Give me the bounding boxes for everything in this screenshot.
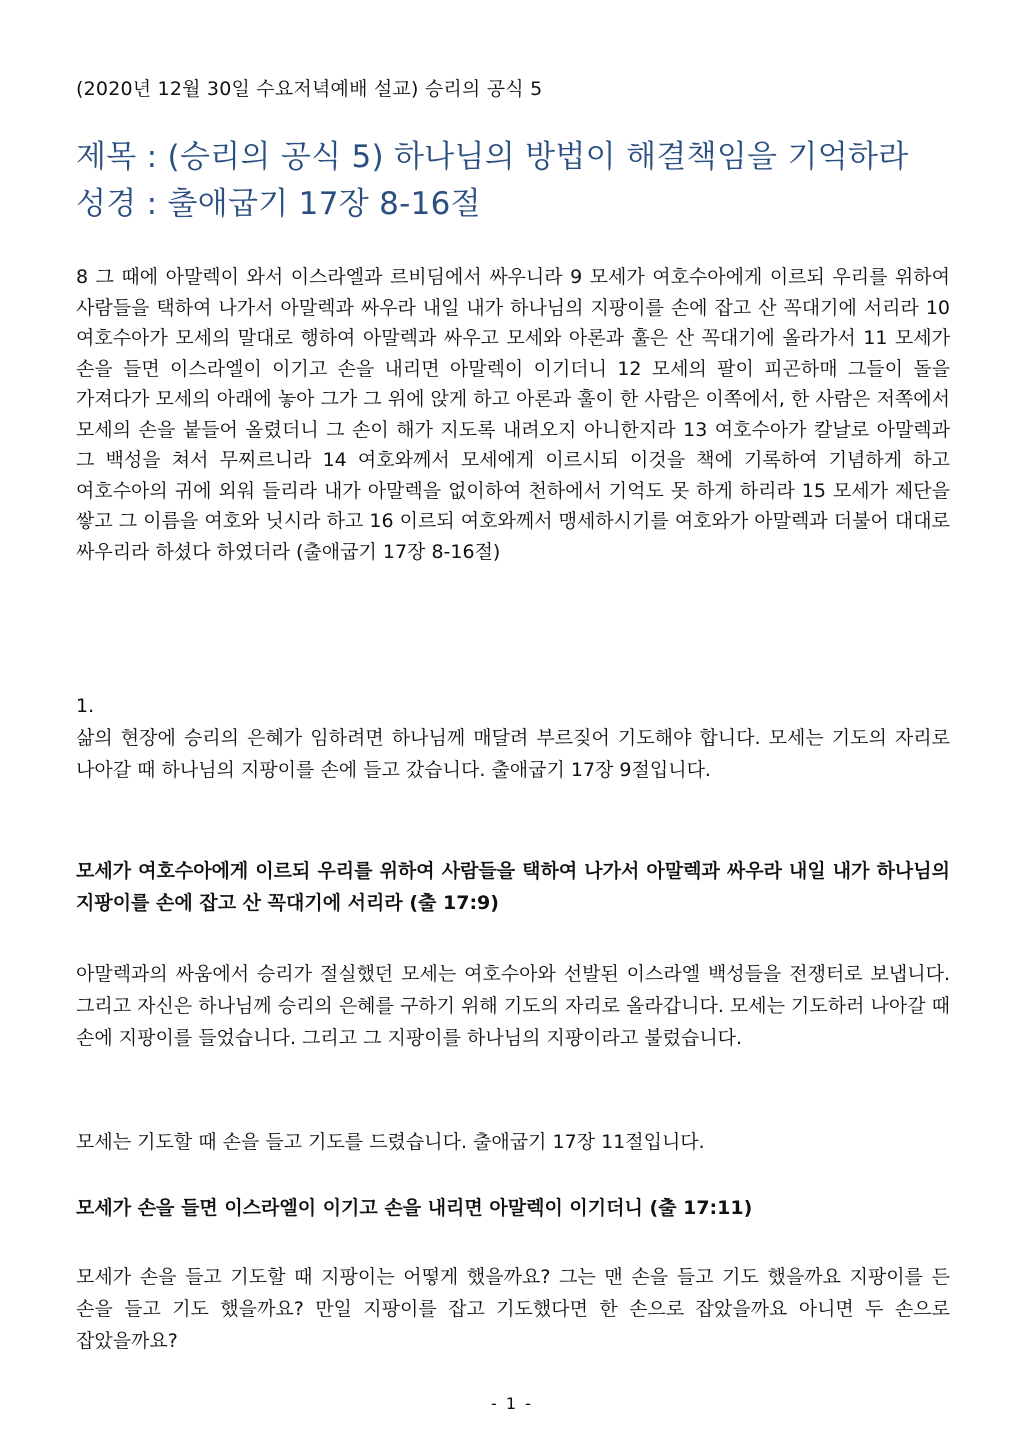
scripture-quote-2: 모세가 손을 들면 이스라엘이 이기고 손을 내리면 아말렉이 이기더니 (출 17:11): [76, 1197, 753, 1219]
paragraph-2: 아말렉과의 싸움에서 승리가 절실했던 모세는 여호수아와 선발된 이스라엘 백성들을 전쟁터로 보냅니다. 그리고 자신은 하나님께 승리의 은혜를 구하기 위해 기도의 자리로 올라갑니다. 모세는 기도하러 나아갈 때 손에 지팡이를 들었습니다. 그리고 그 지팡이를 하나님의 지팡이라고 불렀습니다.: [76, 963, 950, 1049]
sermon-title: 제목 : (승리의 공식 5) 하나님의 방법이 해결책임을 기억하라: [76, 139, 909, 175]
section-number: 1.: [76, 695, 95, 717]
sermon-header: (2020년 12월 30일 수요저녁예배 설교) 승리의 공식 5: [76, 78, 543, 100]
paragraph-1: 삶의 현장에 승리의 은혜가 임하려면 하나님께 매달려 부르짖어 기도해야 합니다. 모세는 기도의 자리로 나아갈 때 하나님의 지팡이를 손에 들고 갔습니다. 출애굽기 17장 9절입니다.: [76, 727, 950, 781]
paragraph-3: 모세는 기도할 때 손을 들고 기도를 드렸습니다. 출애굽기 17장 11절입니다.: [76, 1131, 705, 1153]
scripture-quote-1: 모세가 여호수아에게 이르되 우리를 위하여 사람들을 택하여 나가서 아말렉과 싸우라 내일 내가 하나님의 지팡이를 손에 잡고 산 꼭대기에 서리라 (출 17:9): [76, 860, 950, 914]
paragraph-4: 모세가 손을 들고 기도할 때 지팡이는 어떻게 했을까요? 그는 맨 손을 들고 기도 했을까요 지팡이를 든 손을 들고 기도 했을까요? 만일 지팡이를 잡고 기도했다면 한 손으로 잡았을까요 아니면 두 손으로 잡았을까요?: [76, 1266, 950, 1352]
scripture-reference: 성경 : 출애굽기 17장 8-16절: [76, 186, 481, 222]
title-block: [76, 134, 956, 228]
page-number: - 1 -: [491, 1394, 533, 1413]
scripture-passage: 8 그 때에 아말렉이 와서 이스라엘과 르비딤에서 싸우니라 9 모세가 여호수아에게 이르되 우리를 위하여 사람들을 택하여 나가서 아말렉과 싸우라 내일 내가 하나님의 지팡이를 손에 잡고 산 꼭대기에 서리라 10 여호수아가 모세의 말대로 행하여 아말렉과 싸우고 모세와 아론과 훌은 산 꼭대기에 올라가서 11 모세가 손을 들면 이스라엘이 이기고 손을 내리면 아말렉이 이기더니 12 모세의 팔이 피곤하매 그들이 돌을 가져다가 모세의 아래에 놓아 그가 그 위에 앉게 하고 아론과 훌이 한 사람은 이쪽에서, 한 사람은 저쪽에서 모세의 손을 붙들어 올렸더니 그 손이 해가 지도록 내려오지 아니한지라 13 여호수아가 칼날로 아말렉과 그 백성을 쳐서 무찌르니라 14 여호와께서 모세에게 이르시되 이것을 책에 기록하여 기념하게 하고 여호수아의 귀에 외워 들리라 내가 아말렉을 없이하여 천하에서 기억도 못 하게 하리라 15 모세가 제단을 쌓고 그 이름을 여호와 닛시라 하고 16 이르되 여호와께서 맹세하시기를 여호와가 아말렉과 더불어 대대로 싸우리라 하셨다 하였더라 (출애굽기 17장 8-16절): [76, 266, 950, 563]
